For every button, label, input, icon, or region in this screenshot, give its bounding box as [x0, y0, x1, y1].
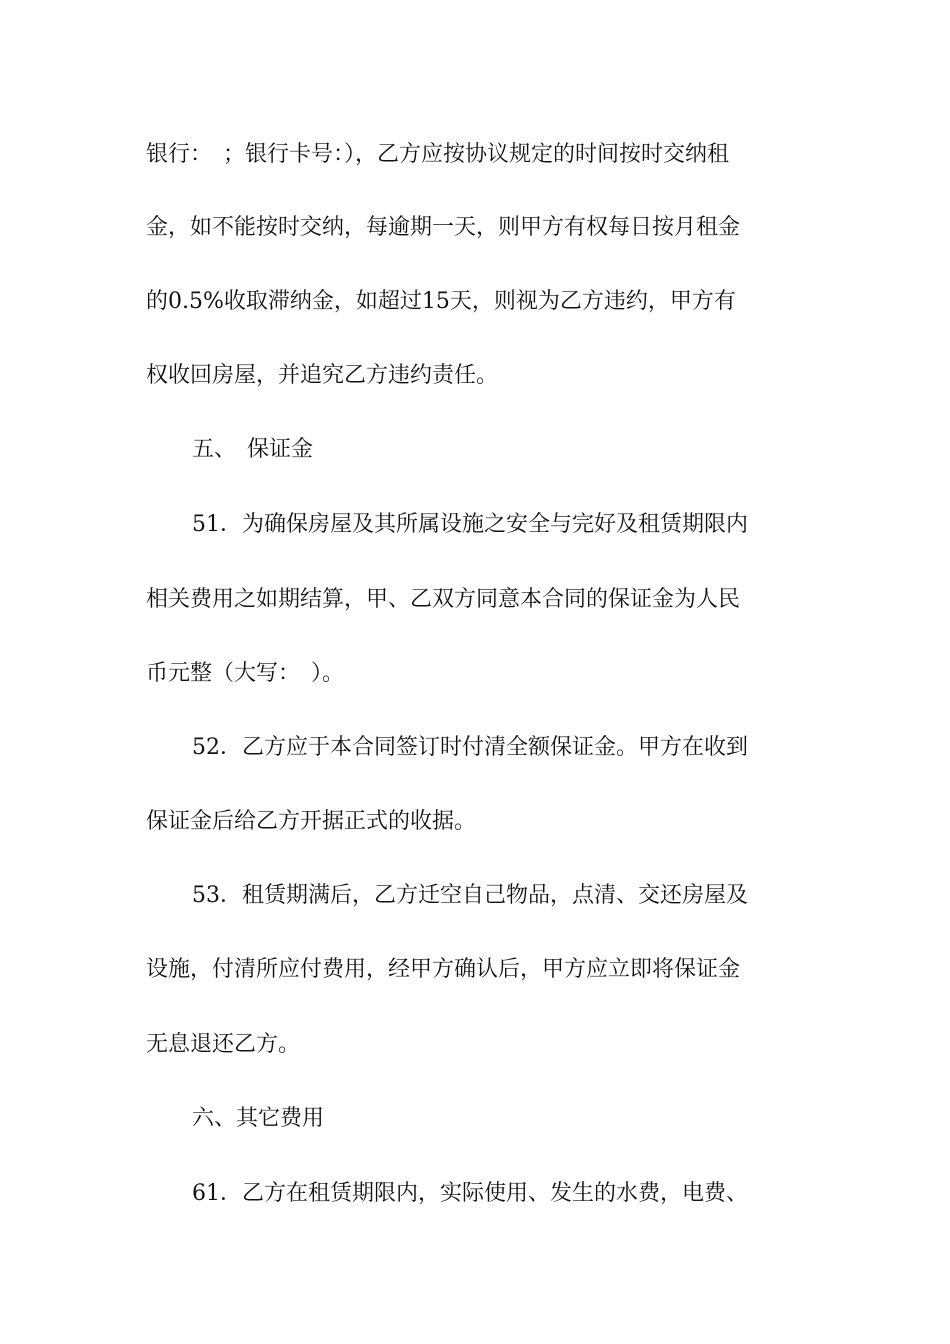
text-line-1: 银行： ；银行卡号：），乙方应按协议规定的时间按时交纳租 — [146, 142, 730, 167]
text-line-clause-52: 52．乙方应于本合同签订时付清全额保证金。甲方在收到 — [192, 735, 748, 760]
text-line-3: 的0.5%收取滞纳金，如超过15天，则视为乙方违约，甲方有 — [146, 289, 736, 314]
text-line-7: 相关费用之如期结算，甲、乙双方同意本合同的保证金为人民 — [146, 587, 741, 612]
text-line-10: 保证金后给乙方开据正式的收据。 — [146, 809, 477, 834]
text-line-clause-51: 51．为确保房屋及其所属设施之安全与完好及租赁期限内 — [192, 512, 748, 537]
text-line-8: 币元整（大写： ）。 — [146, 661, 345, 686]
text-line-4: 权收回房屋，并追究乙方违约责任。 — [146, 363, 499, 388]
text-line-12: 设施，付清所应付费用，经甲方确认后，甲方应立即将保证金 — [146, 957, 741, 982]
text-line-2: 金，如不能按时交纳，每逾期一天，则甲方有权每日按月租金 — [146, 215, 741, 240]
section-heading-6: 六、其它费用 — [192, 1106, 325, 1131]
section-heading-5: 五、 保证金 — [192, 437, 314, 462]
text-line-clause-53: 53．租赁期满后，乙方迁空自己物品，点清、交还房屋及 — [192, 883, 748, 908]
text-line-13: 无息退还乙方。 — [146, 1032, 301, 1057]
text-line-clause-61: 61．乙方在租赁期限内，实际使用、发生的水费，电费、 — [192, 1181, 748, 1206]
